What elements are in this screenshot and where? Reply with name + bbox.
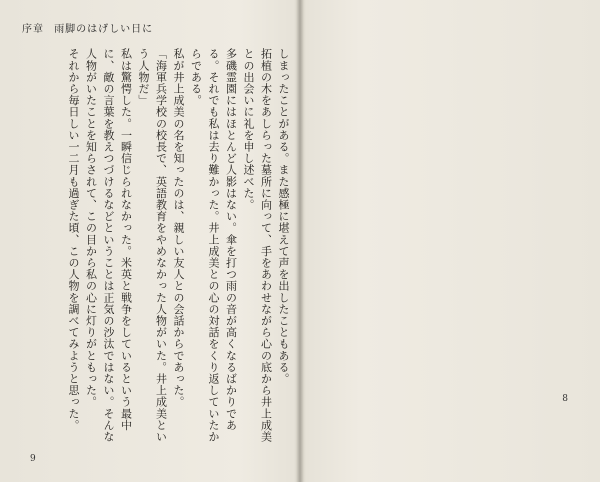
left-page-body (62, 48, 292, 448)
left-body-text: しまったことがある。また感極に堪えて声を出したこともある。 拓植の木をあしらった墓所に向って、手をあわせながら心の底から井上成美との出会いに礼を申し述べた。 多磯霊園にはほとんど人影はない。傘を打つ雨の音が高くなるばかりである。それでも私は去り難かった。井上成美との心の対話をくり返していたからである。 私が井上成美の名を知ったのは、親しい友人との会話からであった。 「海軍兵学校の校長で、英語教育をやめなかった人物がいた。井上成美という人物だ」 私は驚愕した。一瞬信じられなかった。米英と戦争をしているという最中に、敵の言葉を教えつづけるなどということは正気の沙汰ではない。そんな人物がいたことを知らされて、この目から私の心に灯りがともった。 それから毎日しい一二月も過ぎた頃、この人物を調べてみようと思った。 (67, 48, 290, 443)
running-header (22, 20, 153, 35)
right-page (300, 0, 600, 482)
header-chapter: 序章 (22, 24, 44, 35)
header-title: 雨脚のはげしい日に (54, 24, 154, 35)
left-page-number: 9 (30, 454, 36, 464)
right-page-number: 8 (562, 394, 568, 404)
